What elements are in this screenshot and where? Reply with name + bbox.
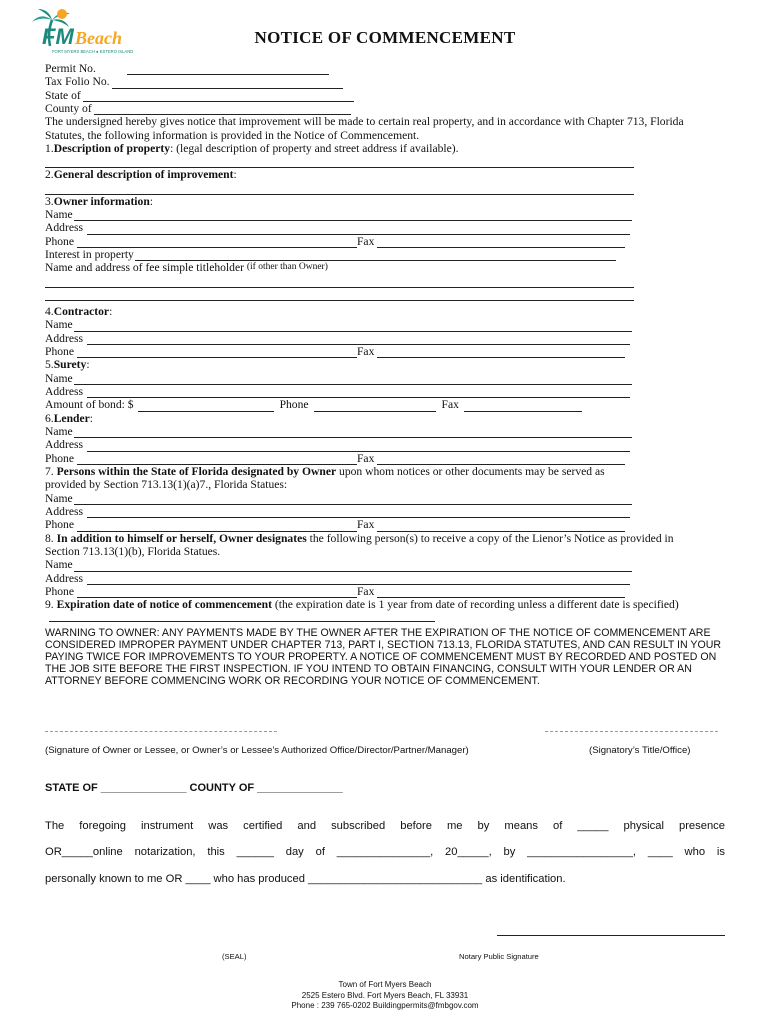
county-field[interactable] [94,105,351,115]
owner-name-field[interactable] [74,211,632,221]
signatory-title-label: (Signatory’s Title/Office) [589,745,691,756]
notary-line-1: The foregoing instrument was certified and subscribed before me by means of _____ physical presence [45,820,725,832]
expiration-date-field[interactable] [49,612,435,622]
state-row: State of [45,89,645,102]
copy-recipient-address-row: Address [45,572,645,585]
fee-titleholder-row: Name and address of fee simple titleholder (if other than Owner) [45,261,328,275]
notary-line-3: personally known to me OR ____ who has produced ____________________________ as identification. [45,873,566,885]
tax-folio-field[interactable] [112,79,343,89]
section-2-heading: 2. General description of improvement : [45,168,237,182]
section-4-heading: 4. Contractor : [45,304,113,318]
copy-recipient-fax-field[interactable] [377,588,625,598]
signatory-title-line[interactable] [545,731,718,732]
owner-signature-label: (Signature of Owner or Lessee, or Owner’s or Lessee’s Authorized Office/Director/Partner/Manager) [45,745,469,756]
permit-no-row: Permit No. [45,62,645,75]
logo-tagline: FORT MYERS BEACH ● ESTERO ISLAND [52,49,134,54]
owner-fax-field[interactable] [377,238,625,248]
svg-text:Beach: Beach [75,28,122,48]
contractor-address-field[interactable] [87,335,630,345]
designee-address-row: Address [45,505,645,518]
warning-to-owner: WARNING TO OWNER: ANY PAYMENTS MADE BY THE OWNER AFTER THE EXPIRATION OF THE NOTICE OF COMMENCEMENT ARE CONSIDERED IMPROPER PAYMENT UNDER CHAPTER 713, PART I, SECTION 713.13, FLORIDA STATUTES, AND CAN RESULT IN YOUR PAYING TWICE FOR IMPROVEMENTS TO YOUR PROPERTY. A NOTICE OF COMMENCEMENT MUST BY RECORDED AND POSTED ON THE JOB SITE BEFORE THE FIRST INSPECTION. IF YOU INTEND TO OBTAIN FINANCING, CONSULT WITH YOUR LENDER OR AN ATTORNEY BEFORE COMMENCING WORK OR RECORDING YOUR NOTICE OF COMMENCEMENT. [45,627,721,687]
section-7-heading: 7. Persons within the State of Florida designated by Owner upon whom notices or other documents may be served as provided by Section 713.13(1)(a)7., Florida Statues: [45,464,605,492]
bond-amount-field[interactable] [138,402,274,412]
copy-recipient-name-field[interactable] [74,562,632,572]
fee-titleholder-field-1[interactable] [45,278,634,288]
section-6-heading: 6. Lender : [45,411,94,425]
surety-name-field[interactable] [74,375,632,385]
notary-signature-line[interactable] [497,935,725,936]
surety-name-row: Name [45,372,645,385]
copy-recipient-phone-field[interactable] [77,588,357,598]
copy-recipient-address-field[interactable] [87,575,630,585]
lender-name-row: Name [45,425,645,438]
state-county-line: STATE OF ______________ COUNTY OF ______________ [45,782,343,794]
owner-phone-field[interactable] [77,238,357,248]
owner-interest-row: Interest in property [45,248,645,261]
county-row: County of [45,102,645,115]
lender-phone-row: Phone Fax [45,452,645,465]
tax-folio-row: Tax Folio No. [45,75,645,88]
intro-text: The undersigned hereby gives notice that improvement will be made to certain real property, and in accordance with Chapter 713, Florida Statutes, the following information is provided in the Notice of Commencement. [45,115,684,142]
lender-fax-field[interactable] [377,455,625,465]
contractor-address-row: Address [45,332,645,345]
seal-label: (SEAL) [222,952,247,961]
owner-name-row: Name [45,208,645,221]
surety-bond-row: Amount of bond: $ Phone Fax [45,398,645,411]
contractor-phone-field[interactable] [77,348,357,358]
copy-recipient-name-row: Name [45,558,645,571]
lender-address-row: Address [45,438,645,451]
section-5-heading: 5. Surety : [45,358,90,372]
notary-signature-label: Notary Public Signature [459,952,539,961]
copy-recipient-phone-row: Phone Fax [45,585,645,598]
section-8-heading: 8. In addition to himself or herself, Owner designates the following person(s) to receive a copy of the Lienor’s Notice as provided in Section 713.13(1)(b), Florida Statues. [45,531,674,558]
designee-name-field[interactable] [74,495,632,505]
designee-phone-field[interactable] [77,522,357,532]
designee-address-field[interactable] [87,508,630,518]
lender-phone-field[interactable] [77,455,357,465]
permit-no-field[interactable] [127,65,329,75]
surety-address-field[interactable] [87,388,630,398]
owner-phone-row: Phone Fax [45,235,645,248]
page-title: NOTICE OF COMMENCEMENT [254,28,516,47]
section-3-heading: 3. Owner information : [45,194,154,208]
owner-address-row: Address [45,221,645,234]
lender-address-field[interactable] [87,442,630,452]
notary-line-2: OR_____online notarization, this ______ day of _______________, 20_____, by _________________, ____ who is [45,846,725,858]
contractor-phone-row: Phone Fax [45,345,645,358]
surety-fax-field[interactable] [464,402,582,412]
section-9-heading: 9. Expiration date of notice of commencement (the expiration date is 1 year from date of recording unless a different date is specified) [45,598,690,625]
owner-interest-field[interactable] [135,251,616,261]
footer-address: Town of Fort Myers Beach 2525 Estero Blvd. Fort Myers Beach, FL 33931 Phone : 239 765-0202 Buildingpermits@fmbgov.com [291,980,479,1010]
contractor-fax-field[interactable] [377,348,625,358]
designee-fax-field[interactable] [377,522,625,532]
svg-text:FM: FM [42,24,74,49]
fee-titleholder-field-2[interactable] [45,291,634,301]
property-description-field[interactable] [45,158,634,168]
owner-signature-line[interactable] [45,731,277,732]
surety-phone-field[interactable] [314,402,436,412]
contractor-name-field[interactable] [74,322,632,332]
designee-phone-row: Phone Fax [45,518,645,531]
state-field[interactable] [83,92,354,102]
section-1-heading: 1. Description of property : (legal description of property and street address if available). [45,142,459,156]
designee-name-row: Name [45,492,645,505]
improvement-description-field[interactable] [45,185,634,195]
owner-address-field[interactable] [87,225,630,235]
commencement-form [45,62,684,625]
contractor-name-row: Name [45,318,645,331]
lender-name-field[interactable] [74,428,632,438]
surety-address-row: Address [45,385,645,398]
